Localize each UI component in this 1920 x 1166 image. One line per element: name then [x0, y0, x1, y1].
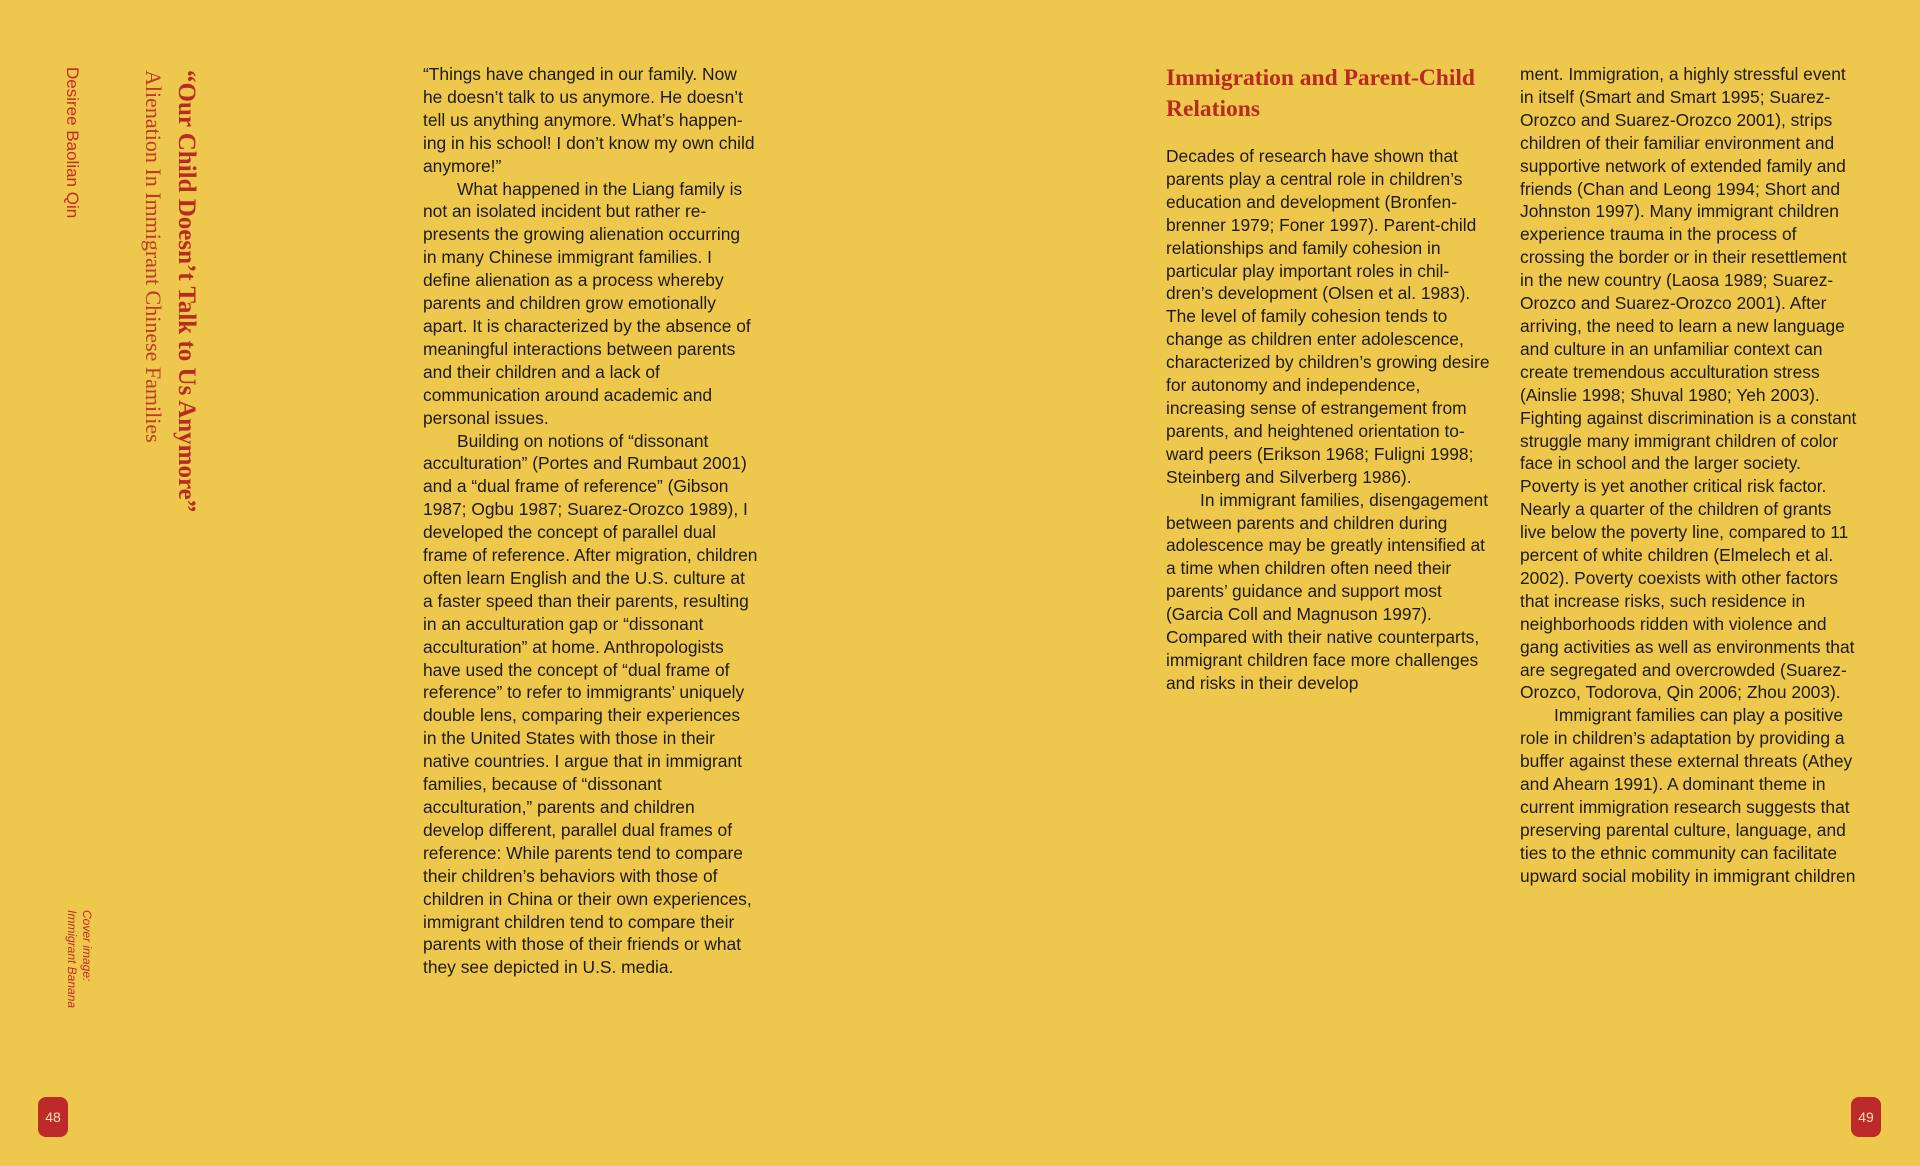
cover-credit-line: Cover image: — [80, 910, 94, 982]
paragraph: What happened in the Liang family is not an isolated incident but rather represents the growing alienation occurring in many Chinese immigrant families. I define alienation as a process whereby parents and children grow emotionally apart. It is characterized by the absence of meaningful interactions between parents and their children and a lack of communication around academic and personal issues. — [423, 178, 751, 428]
section-heading: Immigration and Parent-Child Relations — [1166, 65, 1475, 122]
paragraph: In immigrant families, disengagement between parents and children during adolescence may be greatly intensified at a time when children often need their parents’ guidance and support most (Garcia Coll and Magnuson 1997). Compared with their native counterparts, immigrant children face more challenges and risks in their develop — [1166, 489, 1489, 693]
right-text-column-1 — [1166, 145, 1490, 695]
left-text-column — [423, 63, 758, 979]
page-number-left: 48 — [38, 1097, 68, 1137]
paragraph: Decades of research have shown that parents play a central role in children’s education and development (Bronfenbrenner 1979; Foner 1997). Parent-child relationships and family cohesion in particular play important roles in children’s development (Olsen et al. 1983). The level of family cohesion tends to change as children enter adolescence, characterized by children’s growing desire for autonomy and independence, increasing sense of estrangement from parents, and heightened orientation toward peers (Erikson 1968; Fuligni 1998; Steinberg and Silverberg 1986). — [1166, 146, 1490, 487]
paragraph: “Things have changed in our family. Now he doesn’t talk to us anymore. He doesn’t tell us anything anymore. What’s happening in his school! I don’t know my own child anymore!” — [423, 64, 755, 176]
paragraph: Building on notions of “dissonant acculturation” (Portes and Rumbaut 2001) and a “dual frame of reference” (Gibson 1987; Ogbu 1987; Suarez-Orozco 1989), I developed the concept of parallel dual frame of reference. After migration, children often learn English and the U.S. culture at a faster speed than their parents, resulting in an acculturation gap or “dissonant acculturation” at home. Anthropologists have used the concept of “dual frame of reference” to refer to immigrants’ uniquely double lens, comparing their experiences in the United States with those in their native countries. I argue that in immigrant families, because of “dissonant acculturation,” parents and children develop different, parallel dual frames of reference: While parents tend to compare their children’s behaviors with those of children in China or their own experiences, immigrant children tend to compare their parents with those of their friends or what they see depicted in U.S. media. — [423, 430, 758, 978]
paragraph: ment. Immigration, a highly stressful event in itself (Smart and Smart 1995; Suarez-Orozco and Suarez-Orozco 2001), strips children of their familiar environment and supportive network of extended family and friends (Chan and Leong 1994; Short and Johnston 1997). Many immigrant children experience trauma in the process of crossing the border or in their resettlement in the new country (Laosa 1989; Suarez-Orozco and Suarez-Orozco 2001). After arriving, the need to learn a new language and culture in an unfamiliar context can create tremendous acculturation stress (Ainslie 1998; Shuval 1980; Yeh 2003). Fighting against discrimination is a constant struggle many immigrant children of color face in school and the larger society. Poverty is yet another critical risk factor. Nearly a quarter of the children of grants live below the poverty line, compared to 11 percent of white children (Elmelech et al. 2002). Poverty coexists with other factors that increase risks, such residence in neighborhoods ridden with violence and gang activities as well as environments that are segregated and overcrowded (Suarez-Orozco, Todorova, Qin 2006; Zhou 2003). — [1520, 64, 1857, 703]
author-name: Desiree Baolian Qin — [63, 67, 82, 219]
page-number-right: 49 — [1851, 1097, 1881, 1137]
right-text-column-2 — [1520, 63, 1858, 888]
article-title: “Our Child Doesn’t Talk to Us Anymore” — [173, 70, 200, 513]
cover-credit-line: Immigrant Banana — [65, 910, 79, 1009]
paragraph: Immigrant families can play a positive role in children’s adaptation by providing a buffer against these external threats (Athey and Ahearn 1991). A dominant theme in current immigration research suggests that preserving parental culture, language, and ties to the ethnic community can facilitate upward social mobility in immigrant children — [1520, 705, 1856, 886]
cover-image-credit — [64, 910, 94, 1008]
article-subtitle: Alienation In Immigrant Chinese Families — [141, 70, 166, 443]
